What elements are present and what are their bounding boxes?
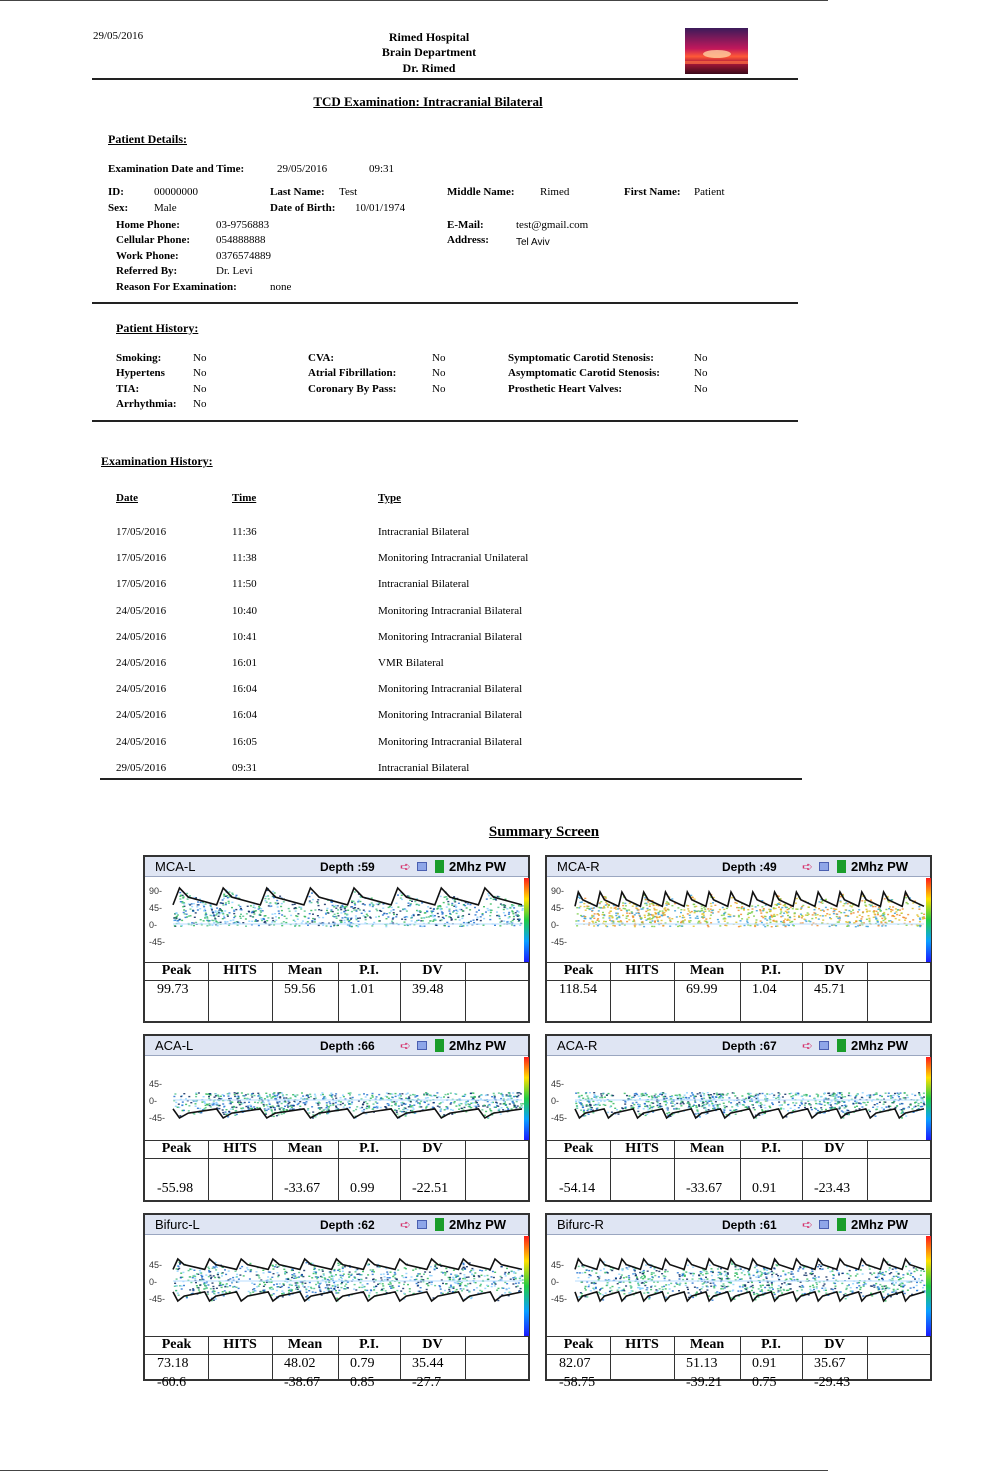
exam-type: Intracranial Bilateral xyxy=(378,526,470,538)
probe-icon xyxy=(819,1220,829,1229)
measurements-table xyxy=(145,1140,528,1200)
measurement-cell: 118.54 xyxy=(559,982,597,997)
referred-label: Referred By: xyxy=(116,265,178,277)
panel-mca-r xyxy=(545,855,932,1023)
table-header-divider xyxy=(145,1354,528,1355)
probe-icon xyxy=(417,862,427,871)
axis-tick-label: 0- xyxy=(149,920,158,930)
table-divider xyxy=(867,1337,868,1380)
cell-phone-value: 054888888 xyxy=(216,234,266,246)
axis-tick-label: 0- xyxy=(551,1277,560,1287)
history-value: No xyxy=(193,398,207,410)
measurement-cell: 0.91 xyxy=(752,1181,777,1196)
column-header-type: Type xyxy=(378,492,402,504)
probe-icon xyxy=(819,862,829,871)
direction-arrow-icon: ➪ xyxy=(400,859,409,874)
history-value: No xyxy=(432,352,446,364)
depth-label: Depth :61 xyxy=(722,1218,777,1232)
measurement-cell: -33.67 xyxy=(284,1181,321,1196)
history-label: Hypertens xyxy=(116,367,165,379)
details-rule xyxy=(92,302,798,304)
status-square-icon xyxy=(435,860,444,873)
column-header-date: Date xyxy=(116,492,138,504)
measurement-cell: 73.18 xyxy=(157,1356,189,1371)
probe-mode: 2Mhz PW xyxy=(449,1038,507,1053)
department-name: Brain Department xyxy=(381,45,477,59)
axis-tick-label: -45- xyxy=(551,937,568,947)
axis-tick-label: 0- xyxy=(149,1096,158,1106)
vessel-name: Bifurc-L xyxy=(155,1217,200,1232)
column-header: Mean xyxy=(287,963,323,978)
history-label: Asymptomatic Carotid Stenosis: xyxy=(508,367,660,379)
measurement-cell: 0.79 xyxy=(350,1356,375,1371)
measurement-cell: 51.13 xyxy=(686,1356,718,1371)
column-header: HITS xyxy=(625,1141,659,1156)
measurement-cell: 35.67 xyxy=(814,1356,846,1371)
measurement-cell: 1.01 xyxy=(350,982,375,997)
measurements-table xyxy=(547,1336,930,1390)
measurement-cell: 0.91 xyxy=(752,1356,777,1371)
column-header: P.I. xyxy=(359,1337,379,1352)
doppler-spectrum xyxy=(547,1236,932,1336)
table-header-divider xyxy=(547,980,930,981)
axis-tick-label: -45- xyxy=(551,1294,568,1304)
middle-name-label: Middle Name: xyxy=(447,186,515,198)
history-label: Coronary By Pass: xyxy=(308,383,397,395)
panel-header xyxy=(547,857,930,877)
doppler-spectrum xyxy=(145,1057,530,1140)
bottom-border xyxy=(0,1470,828,1471)
first-name-label: First Name: xyxy=(624,186,681,198)
measurement-cell: 35.44 xyxy=(412,1356,444,1371)
exam-type: Monitoring Intracranial Unilateral xyxy=(378,552,529,565)
home-phone-value: 03-9756883 xyxy=(216,219,270,231)
spectrum-graphic xyxy=(145,1057,530,1140)
id-value: 00000000 xyxy=(154,186,198,198)
doppler-spectrum xyxy=(547,1057,932,1140)
exam-date: 29/05/2016 xyxy=(116,761,167,774)
history-rule xyxy=(92,420,798,422)
exam-date: 24/05/2016 xyxy=(116,735,167,748)
doppler-spectrum xyxy=(145,1236,530,1336)
column-header: Peak xyxy=(161,1141,192,1156)
id-label: ID: xyxy=(108,186,124,198)
reason-label: Reason For Examination: xyxy=(116,281,237,293)
panel-header xyxy=(145,1215,528,1235)
column-header: P.I. xyxy=(761,963,781,978)
measurement-cell: -27.7 xyxy=(412,1375,442,1390)
column-header: HITS xyxy=(223,963,257,978)
measurement-cell: -55.98 xyxy=(157,1181,194,1196)
probe-icon xyxy=(819,1041,829,1050)
column-header-time: Time xyxy=(232,492,257,504)
exam-time: 11:50 xyxy=(232,578,257,591)
axis-tick-label: 45- xyxy=(551,1079,565,1089)
exam-type: Monitoring Intracranial Bilateral xyxy=(378,630,523,643)
axis-tick-label: 90- xyxy=(551,886,565,896)
column-header: HITS xyxy=(223,1141,257,1156)
depth-label: Depth :67 xyxy=(722,1039,777,1053)
exam-time: 10:40 xyxy=(232,604,258,617)
measurements-table xyxy=(145,1336,528,1390)
history-value: No xyxy=(193,383,207,395)
spectrum-graphic xyxy=(145,1236,530,1336)
probe-mode: 2Mhz PW xyxy=(449,859,507,874)
exam-time: 11:38 xyxy=(232,552,257,565)
exam-datetime-label: Examination Date and Time: xyxy=(108,163,245,175)
work-phone-value: 0376574889 xyxy=(216,250,271,262)
column-header: Peak xyxy=(563,963,594,978)
measurements-table xyxy=(547,962,930,1021)
measurement-cell: -54.14 xyxy=(559,1181,596,1196)
direction-arrow-icon: ➪ xyxy=(802,1217,811,1232)
measurement-cell: 1.04 xyxy=(752,982,777,997)
spectrum-graphic xyxy=(145,878,530,962)
probe-icon xyxy=(417,1041,427,1050)
measurements-table xyxy=(547,1140,930,1200)
last-name-label: Last Name: xyxy=(270,186,325,198)
axis-tick-label: -45- xyxy=(149,1113,166,1123)
vessel-name: Bifurc-R xyxy=(557,1217,604,1232)
report-title: TCD Examination: Intracranial Bilateral xyxy=(313,94,543,109)
exam-type: Intracranial Bilateral xyxy=(378,761,470,774)
column-header: Peak xyxy=(161,1337,192,1352)
referred-value: Dr. Levi xyxy=(216,265,253,277)
status-square-icon xyxy=(837,1218,846,1231)
panel-header xyxy=(145,1036,528,1056)
exam-type: Intracranial Bilateral xyxy=(378,578,470,591)
exam-date: 17/05/2016 xyxy=(116,578,167,591)
patient-history-heading: Patient History: xyxy=(116,321,199,335)
table-header-divider xyxy=(547,1354,930,1355)
history-value: No xyxy=(432,367,446,379)
measurement-cell: 69.99 xyxy=(686,982,718,997)
status-square-icon xyxy=(837,1039,846,1052)
axis-tick-label: 90- xyxy=(149,886,163,896)
measurement-cell: 82.07 xyxy=(559,1356,591,1371)
summary-title: Summary Screen xyxy=(488,824,600,840)
first-name-value: Patient xyxy=(694,186,725,198)
table-divider xyxy=(465,963,466,1022)
exam-time: 11:36 xyxy=(232,526,257,538)
history-value: No xyxy=(193,352,207,364)
status-square-icon xyxy=(435,1039,444,1052)
direction-arrow-icon: ➪ xyxy=(802,1038,811,1053)
direction-arrow-icon: ➪ xyxy=(400,1217,409,1232)
panel-aca-l xyxy=(143,1034,530,1202)
middle-name-value: Rimed xyxy=(540,186,570,198)
sex-value: Male xyxy=(154,202,177,214)
exam-date: 24/05/2016 xyxy=(116,657,167,669)
column-header: DV xyxy=(824,1337,845,1352)
panel-header xyxy=(547,1215,930,1235)
measurement-cell: 99.73 xyxy=(157,982,189,997)
measurement-cell: -23.43 xyxy=(814,1181,851,1196)
doctor-name: Dr. Rimed xyxy=(402,61,456,75)
history-value: No xyxy=(432,383,446,395)
column-header: HITS xyxy=(625,963,659,978)
hospital-logo xyxy=(685,28,748,74)
axis-tick-label: -45- xyxy=(149,937,166,947)
exam-date: 24/05/2016 xyxy=(116,683,167,696)
dob-value: 10/01/1974 xyxy=(355,202,406,214)
column-header: P.I. xyxy=(359,1141,379,1156)
depth-label: Depth :59 xyxy=(320,860,375,874)
measurement-cell: 0.75 xyxy=(752,1375,777,1390)
exam-type: VMR Bilateral xyxy=(378,657,444,669)
email-value: test@gmail.com xyxy=(516,219,589,231)
measurement-cell: -22.51 xyxy=(412,1181,449,1196)
patient-details-heading: Patient Details: xyxy=(108,132,187,146)
column-header: DV xyxy=(422,963,443,978)
spectrum-graphic xyxy=(547,1236,932,1336)
axis-tick-label: 0- xyxy=(551,920,560,930)
sex-label: Sex: xyxy=(108,202,129,214)
doppler-spectrum xyxy=(547,878,932,962)
exam-time: 10:41 xyxy=(232,630,258,643)
exam-time: 16:04 xyxy=(232,709,258,722)
history-label: Atrial Fibrillation: xyxy=(308,367,397,379)
table-divider xyxy=(867,1141,868,1201)
exam-time: 09:31 xyxy=(232,761,258,774)
column-header: P.I. xyxy=(761,1141,781,1156)
depth-label: Depth :62 xyxy=(320,1218,375,1232)
depth-label: Depth :66 xyxy=(320,1039,375,1053)
measurement-cell: -58.75 xyxy=(559,1375,596,1390)
table-divider xyxy=(465,1141,466,1201)
measurement-cell: -33.67 xyxy=(686,1181,723,1196)
axis-tick-label: 45- xyxy=(149,903,163,913)
status-square-icon xyxy=(837,860,846,873)
spectrum-graphic xyxy=(547,878,932,962)
table-header-divider xyxy=(145,1158,528,1159)
exam-date: 24/05/2016 xyxy=(116,709,167,722)
probe-mode: 2Mhz PW xyxy=(851,1038,909,1053)
dob-label: Date of Birth: xyxy=(270,202,336,214)
exam-time: 16:05 xyxy=(232,735,258,748)
measurement-cell: -29.43 xyxy=(814,1375,851,1390)
vessel-name: MCA-R xyxy=(557,859,600,874)
exam-type: Monitoring Intracranial Bilateral xyxy=(378,709,523,722)
measurement-cell: 39.48 xyxy=(412,982,444,997)
probe-mode: 2Mhz PW xyxy=(851,859,909,874)
last-name-value: Test xyxy=(339,186,358,198)
axis-tick-label: -45- xyxy=(149,1294,166,1304)
exam-type: Monitoring Intracranial Bilateral xyxy=(378,604,523,617)
hospital-name: Rimed Hospital xyxy=(388,30,470,44)
column-header: HITS xyxy=(223,1337,257,1352)
history-label: CVA: xyxy=(308,352,335,364)
measurement-cell: 0.85 xyxy=(350,1375,375,1390)
exam-date: 17/05/2016 xyxy=(116,526,167,538)
measurement-cell: 48.02 xyxy=(284,1356,316,1371)
history-label: Symptomatic Carotid Stenosis: xyxy=(508,352,654,364)
column-header: DV xyxy=(422,1337,443,1352)
status-square-icon xyxy=(435,1218,444,1231)
exam-date: 24/05/2016 xyxy=(116,604,167,617)
exam-time: 09:31 xyxy=(369,163,395,175)
history-value: No xyxy=(694,367,708,379)
exam-type: Monitoring Intracranial Bilateral xyxy=(378,683,523,696)
spectrum-graphic xyxy=(547,1057,932,1140)
axis-tick-label: 0- xyxy=(149,1277,158,1287)
depth-label: Depth :49 xyxy=(722,860,777,874)
header-rule xyxy=(92,78,798,80)
cell-phone-label: Cellular Phone: xyxy=(116,234,191,246)
measurement-cell: -60.6 xyxy=(157,1375,187,1390)
column-header: Mean xyxy=(689,1141,725,1156)
direction-arrow-icon: ➪ xyxy=(802,859,811,874)
column-header: DV xyxy=(422,1141,443,1156)
exam-date: 29/05/2016 xyxy=(277,163,328,175)
history-value: No xyxy=(193,367,207,379)
probe-mode: 2Mhz PW xyxy=(851,1217,909,1232)
history-value: No xyxy=(694,383,708,395)
axis-tick-label: -45- xyxy=(551,1113,568,1123)
report-date: 29/05/2016 xyxy=(93,30,144,42)
history-value: No xyxy=(694,352,708,364)
reason-value: none xyxy=(270,281,292,293)
measurements-table xyxy=(145,962,528,1021)
vessel-name: ACA-L xyxy=(155,1038,194,1053)
axis-tick-label: 45- xyxy=(149,1079,163,1089)
measurement-cell: 45.71 xyxy=(814,982,846,997)
column-header: Peak xyxy=(563,1141,594,1156)
exam-time: 16:04 xyxy=(232,683,258,696)
vessel-name: ACA-R xyxy=(557,1038,598,1053)
table-divider xyxy=(465,1337,466,1380)
vessel-name: MCA-L xyxy=(155,859,196,874)
axis-tick-label: 45- xyxy=(551,903,565,913)
table-divider xyxy=(867,963,868,1022)
direction-arrow-icon: ➪ xyxy=(400,1038,409,1053)
history-label: Arrhythmia: xyxy=(116,398,177,410)
column-header: Mean xyxy=(287,1337,323,1352)
axis-tick-label: 45- xyxy=(551,1260,565,1270)
column-header: Mean xyxy=(689,1337,725,1352)
column-header: HITS xyxy=(625,1337,659,1352)
history-label: Prosthetic Heart Valves: xyxy=(508,383,623,395)
work-phone-label: Work Phone: xyxy=(116,250,179,262)
panel-aca-r xyxy=(545,1034,932,1202)
column-header: DV xyxy=(824,963,845,978)
exam-date: 17/05/2016 xyxy=(116,552,167,565)
home-phone-label: Home Phone: xyxy=(116,219,180,231)
history-label: TIA: xyxy=(116,383,140,395)
column-header: P.I. xyxy=(359,963,379,978)
panel-header xyxy=(547,1036,930,1056)
address-label: Address: xyxy=(447,234,489,246)
exam-history-heading: Examination History: xyxy=(101,454,213,468)
column-header: Peak xyxy=(563,1337,594,1352)
probe-icon xyxy=(417,1220,427,1229)
probe-mode: 2Mhz PW xyxy=(449,1217,507,1232)
measurement-cell: -38.67 xyxy=(284,1375,321,1390)
column-header: Peak xyxy=(161,963,192,978)
exam-date: 24/05/2016 xyxy=(116,630,167,643)
column-header: Mean xyxy=(287,1141,323,1156)
exam-time: 16:01 xyxy=(232,657,258,669)
panel-header xyxy=(145,857,528,877)
history-label: Smoking: xyxy=(116,352,162,364)
measurement-cell: -39.21 xyxy=(686,1375,723,1390)
table-header-divider xyxy=(145,980,528,981)
column-header: DV xyxy=(824,1141,845,1156)
column-header: Mean xyxy=(689,963,725,978)
axis-tick-label: 0- xyxy=(551,1096,560,1106)
column-header: P.I. xyxy=(761,1337,781,1352)
table-header-divider xyxy=(547,1158,930,1159)
panel-bifurc-r xyxy=(545,1213,932,1390)
exam-history-rule xyxy=(100,778,802,780)
address-value: Tel Aviv xyxy=(516,237,550,248)
doppler-spectrum xyxy=(145,878,530,962)
email-label: E-Mail: xyxy=(447,219,484,231)
top-border xyxy=(0,0,828,1)
panel-mca-l xyxy=(143,855,530,1023)
axis-tick-label: 45- xyxy=(149,1260,163,1270)
measurement-cell: 0.99 xyxy=(350,1181,375,1196)
panel-bifurc-l xyxy=(143,1213,530,1390)
exam-type: Monitoring Intracranial Bilateral xyxy=(378,735,523,748)
measurement-cell: 59.56 xyxy=(284,982,316,997)
